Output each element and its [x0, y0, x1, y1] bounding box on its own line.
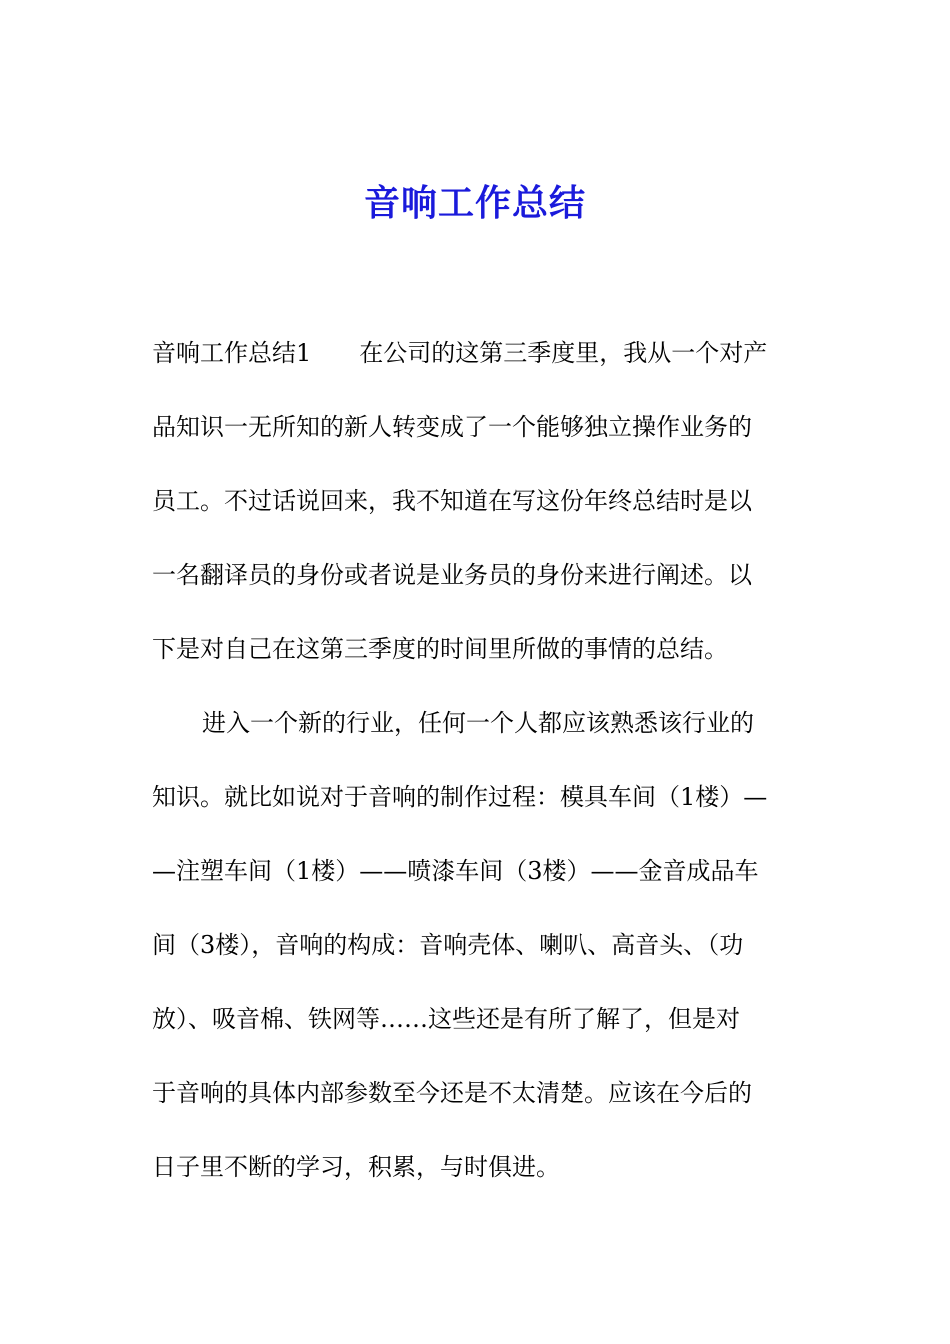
document-title: 音响工作总结 — [363, 182, 586, 224]
body-line-6: 进入一个新的行业，任何一个人都应该熟悉该行业的 — [202, 709, 754, 737]
body-line-1: 音响工作总结1 在公司的这第三季度里，我从一个对产 — [152, 339, 768, 367]
body-line-5: 下是对自己在这第三季度的时间里所做的事情的总结。 — [152, 635, 728, 663]
body-line-4: 一名翻译员的身份或者说是业务员的身份来进行阐述。以 — [152, 561, 752, 589]
body-line-2: 品知识一无所知的新人转变成了一个能够独立操作业务的 — [152, 413, 752, 441]
body-line-8: —注塑车间（1楼）——喷漆车间（3楼）——金音成品车 — [152, 857, 759, 885]
body-line-9: 间（3楼），音响的构成：音响壳体、喇叭、高音头、（功 — [152, 931, 744, 959]
body-line-12: 日子里不断的学习，积累，与时俱进。 — [152, 1153, 560, 1181]
body-line-7: 知识。就比如说对于音响的制作过程：模具车间（1楼）— — [152, 783, 768, 811]
body-line-3: 员工。不过话说回来，我不知道在写这份年终总结时是以 — [152, 487, 752, 515]
body-line-10: 放）、吸音棉、铁网等……这些还是有所了解了，但是对 — [152, 1005, 740, 1033]
body-line-11: 于音响的具体内部参数至今还是不太清楚。应该在今后的 — [152, 1079, 752, 1107]
